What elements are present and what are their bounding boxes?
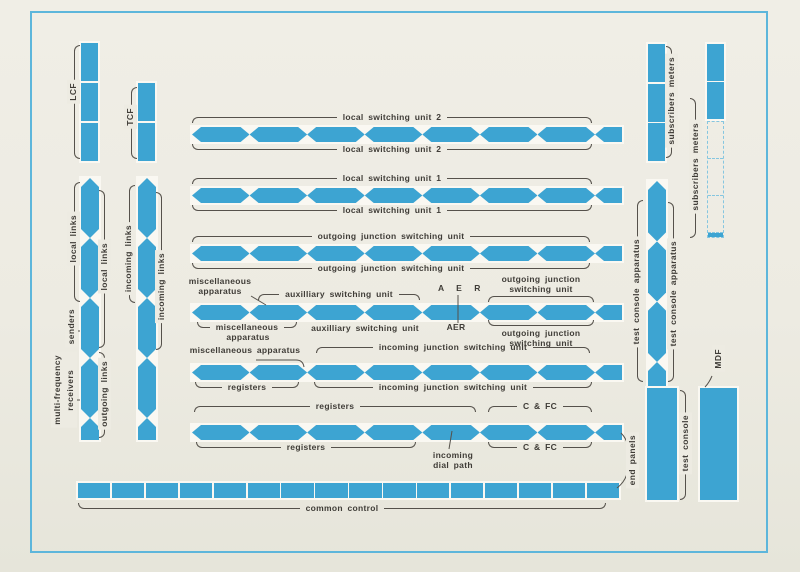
cfc-bottom-label: C & FC (522, 442, 558, 453)
bracket-line (316, 347, 373, 353)
bracket-line (399, 294, 420, 300)
aux-top-bracket (258, 288, 420, 300)
aer-top-label: A E R (438, 283, 485, 293)
bracket-line (447, 117, 592, 123)
bracket-line (360, 406, 476, 412)
bracket-line (192, 263, 312, 269)
bracket-line (331, 442, 416, 448)
ijsu-top-bracket (316, 341, 590, 353)
bracket-line (258, 294, 279, 300)
cfc-top-bracket (488, 400, 592, 412)
common-control-bracket (78, 503, 606, 514)
test-console-label: test console (679, 412, 692, 474)
ojsu-small-line1: outgoing junction (501, 274, 581, 284)
bracket-line (470, 236, 590, 242)
ijsu-top-label: incoming junction switching unit (378, 341, 528, 352)
bracket-line (192, 144, 337, 150)
bracket-line (563, 406, 592, 412)
aux-bottom-label: auxilliary switching unit (311, 323, 419, 333)
bracket-line (533, 382, 592, 388)
bracket-line (314, 382, 373, 388)
ojsu-top-label: outgoing junction switching unit (317, 230, 465, 241)
incoming-links-left-label: incoming links (122, 222, 135, 295)
incoming-dial-line2: dial path (433, 460, 473, 470)
subscribers-meters-1-label: subscribers meters (665, 54, 678, 148)
bracket-line (447, 205, 592, 211)
subscribers-meters-2-label: subscribers meters (689, 120, 702, 214)
lsu1-top-bracket (192, 172, 592, 184)
bracket-line (78, 503, 300, 509)
bracket-line (284, 322, 297, 328)
bracket-line (541, 296, 594, 302)
incoming-dial-line1: incoming (432, 450, 474, 460)
bracket-line (196, 442, 281, 448)
lsu1-top-label: local switching unit 1 (342, 172, 442, 183)
lsu2-top-label: local switching unit 2 (342, 111, 442, 122)
common-control-label: common control (305, 503, 379, 514)
bracket-line (192, 205, 337, 211)
aux-top-label: auxilliary switching unit (285, 288, 393, 299)
lsu2-bottom-label: local switching unit 2 (342, 144, 442, 155)
bracket-line (488, 320, 541, 326)
bracket-line (384, 503, 606, 509)
incoming-links-right-label: incoming links (155, 250, 168, 323)
misc-bottom-line2: apparatus (226, 332, 270, 342)
ojsu-small-line2: switching unit (509, 284, 573, 294)
ojsu-top-bracket (192, 230, 590, 242)
bracket-line (488, 406, 517, 412)
bracket-line (447, 178, 592, 184)
ojsu-small-line1: outgoing junction (501, 328, 581, 338)
lsu2-bottom-bracket (192, 144, 592, 155)
lsu1-bottom-bracket (192, 205, 592, 216)
ojsu-small-line2: switching unit (509, 338, 573, 348)
registers-bottom-bracket (196, 442, 416, 453)
ijsu-bottom-label: incoming junction switching unit (378, 382, 528, 393)
local-links-right-label: local links (98, 240, 111, 294)
bracket-line (272, 382, 299, 388)
tca-right-label: test console apparatus (667, 238, 680, 349)
bracket-line (195, 382, 222, 388)
senders-label: senders (65, 306, 78, 347)
mdf-tick (705, 376, 712, 387)
ijsu-bottom-bracket (314, 382, 592, 393)
cfc-bottom-bracket (488, 442, 592, 453)
bracket-line (192, 236, 312, 242)
bracket-line (488, 442, 517, 448)
registers-top-bracket (194, 400, 476, 412)
local-links-left-label: local links (67, 212, 80, 266)
bracket-line (192, 117, 337, 123)
multi-frequency-receivers-label (51, 352, 77, 428)
bracket-line (533, 347, 590, 353)
registers-bottom-label: registers (286, 442, 326, 453)
tcf-label: TCF (124, 105, 137, 129)
misc-apparatus-top-label (184, 276, 256, 296)
incoming-dial-path-label (420, 450, 486, 470)
ojsu-small-top-label (486, 274, 596, 294)
aer-bottom-label: AER (446, 322, 466, 332)
incoming-dial-path-leader (449, 431, 452, 449)
ojsu-small-top-bracket (488, 296, 594, 302)
multi-frequency-line1: multi-frequency (52, 355, 62, 425)
lsu1-bottom-label: local switching unit 1 (342, 205, 442, 216)
ojsu-bottom-bracket (192, 263, 590, 274)
misc-line1: miscellaneous (188, 276, 252, 286)
mdf-label: MDF (712, 346, 725, 372)
bracket-line (470, 263, 590, 269)
misc-apparatus-row-label: miscellaneous apparatus (189, 345, 301, 355)
misc-apparatus-hook (256, 360, 304, 367)
lcf-label: LCF (67, 80, 80, 104)
bracket-line (447, 144, 592, 150)
end-panels-label: end panels (626, 432, 639, 488)
lsu2-top-bracket (192, 111, 592, 123)
ojsu-bottom-label: outgoing junction switching unit (317, 263, 465, 274)
misc-bottom-bracket (197, 322, 297, 333)
bracket-line (197, 322, 210, 328)
bracket-line (192, 178, 337, 184)
registers-small-bracket (195, 382, 299, 393)
bracket-line (194, 406, 310, 412)
bracket-line (488, 296, 541, 302)
registers-top-label: registers (315, 400, 355, 411)
bracket-line (541, 320, 594, 326)
ojsu-small-bottom-bracket (488, 320, 594, 326)
bracket-line (563, 442, 592, 448)
tca-left-label: test console apparatus (630, 236, 643, 347)
registers-small-label: registers (227, 382, 267, 393)
misc-bottom-line1: miscellaneous (215, 322, 279, 333)
multi-frequency-line2: receivers (65, 369, 75, 411)
outgoing-links-label: outgoing links (98, 358, 111, 430)
misc-line2: apparatus (198, 286, 242, 296)
cfc-top-label: C & FC (522, 400, 558, 411)
